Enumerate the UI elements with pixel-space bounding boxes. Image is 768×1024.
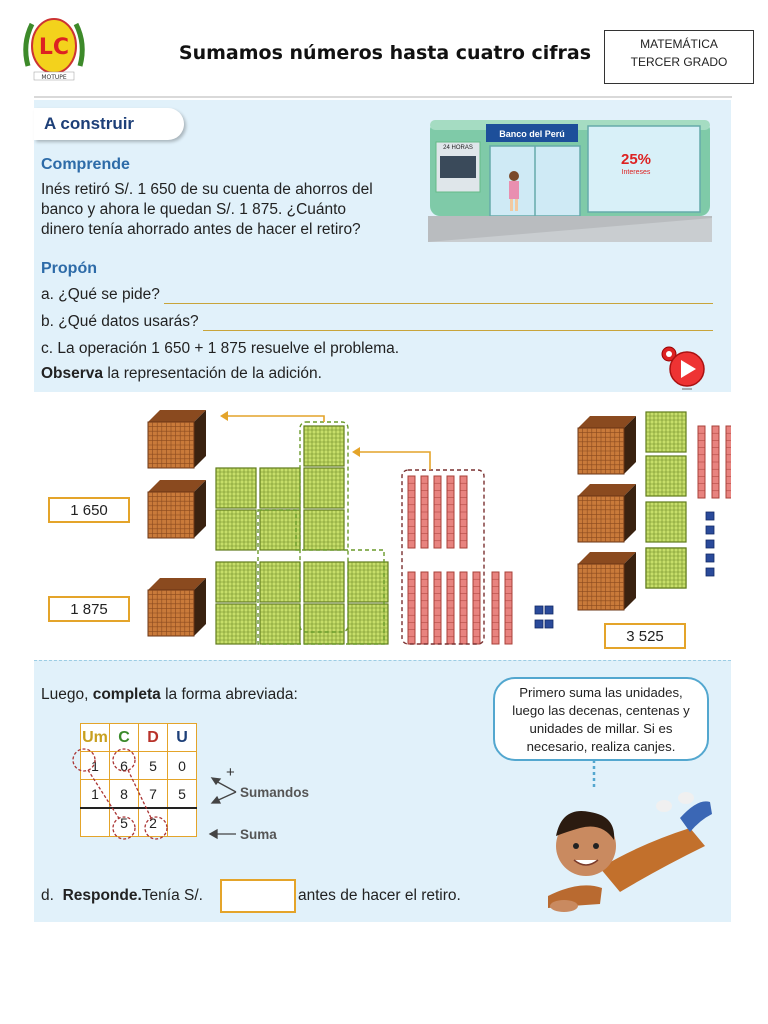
course-subject: MATEMÁTICA <box>640 37 718 51</box>
table-cell: 6 <box>110 752 139 780</box>
answer-line-a[interactable] <box>164 289 713 304</box>
table-cell: 5 <box>139 752 168 780</box>
unit-cube <box>545 620 553 628</box>
observa-line <box>41 364 322 384</box>
luego-rest: la forma abreviada: <box>160 686 298 703</box>
observa-bold: Observa <box>41 365 104 382</box>
svg-text:24 HORAS: 24 HORAS <box>443 145 473 151</box>
addend-2-box: 1 875 <box>48 596 130 622</box>
unit-cube <box>706 540 714 548</box>
header-divider <box>34 96 732 98</box>
sum-cell[interactable]: 2 <box>139 808 168 837</box>
section-tab: A construir <box>34 108 184 140</box>
table-cell: 1 <box>81 780 110 809</box>
luego-prefix: Luego, <box>41 686 93 703</box>
unit-cube <box>545 606 553 614</box>
svg-text:LC: LC <box>38 35 70 60</box>
responde-label <box>41 886 203 906</box>
page-title: Sumamos números hasta cuatro cifras <box>178 42 592 64</box>
final-answer-box[interactable] <box>220 879 296 913</box>
observa-rest: la representación de la adición. <box>103 365 322 382</box>
problem-line: Inés retiró S/. 1 650 de su cuenta de ahorros del <box>41 181 373 198</box>
header-d: D <box>139 724 168 752</box>
play-video-button[interactable] <box>660 344 708 390</box>
svg-text:MOTUPE: MOTUPE <box>41 74 67 81</box>
header-u: U <box>168 724 197 752</box>
base-ten-blocks <box>34 392 731 660</box>
question-b <box>41 313 713 331</box>
svg-text:25%: 25% <box>620 151 652 168</box>
carry-arrow-hundreds <box>224 416 324 422</box>
svg-text:+: + <box>226 764 235 781</box>
responde-suffix: antes de hacer el retiro. <box>298 887 461 904</box>
unit-cube <box>535 620 543 628</box>
answer-line-b[interactable] <box>203 316 713 331</box>
responde-prefix: d. <box>41 887 54 904</box>
unit-cube <box>706 554 714 562</box>
speech-bubble-tail <box>588 760 600 790</box>
table-cell: 0 <box>168 752 197 780</box>
question-c: c. La operación 1 650 + 1 875 resuelve el problema. <box>41 340 400 357</box>
problem-line: banco y ahora le quedan S/. 1 875. ¿Cuánto <box>41 201 347 218</box>
unit-cube <box>706 512 714 520</box>
luego-instruction <box>41 685 298 705</box>
carry-annotations <box>60 740 330 860</box>
svg-text:Intereses: Intereses <box>621 169 651 176</box>
responde-bold: Responde. <box>62 887 142 904</box>
addend-1-box: 1 650 <box>48 497 130 523</box>
section-divider <box>34 660 731 661</box>
header-c: C <box>110 724 139 752</box>
svg-text:Sumandos: Sumandos <box>240 785 310 800</box>
carry-arrow-tens <box>356 452 430 470</box>
table-cell: 5 <box>168 780 197 809</box>
bank-illustration <box>428 118 712 242</box>
school-logo <box>18 10 90 82</box>
hint-speech-bubble: Primero suma las unidades, luego las decenas, centenas y unidades de millar. Si es necesario, realiza canjes. <box>493 677 709 761</box>
svg-text:Banco del Perú: Banco del Perú <box>499 129 565 139</box>
blocks-drawing <box>34 392 731 660</box>
problem-line: dinero tenía ahorrado antes de hacer el retiro? <box>41 221 361 238</box>
svg-text:Suma: Suma <box>240 827 277 842</box>
unit-cube <box>706 568 714 576</box>
table-cell: 7 <box>139 780 168 809</box>
table-cell: 1 <box>81 752 110 780</box>
question-a-label: a. ¿Qué se pide? <box>41 286 160 303</box>
course-info-box <box>604 30 754 84</box>
course-grade: TERCER GRADO <box>630 55 728 69</box>
comprende-heading: Comprende <box>41 156 130 173</box>
luego-bold: completa <box>92 686 161 703</box>
question-b-label: b. ¿Qué datos usarás? <box>41 313 199 330</box>
unit-cube <box>535 606 543 614</box>
responde-mid: Tenía S/. <box>141 887 203 904</box>
sum-cell[interactable]: 5 <box>110 808 139 837</box>
question-a <box>41 286 713 304</box>
problem-statement <box>41 180 421 240</box>
boy-illustration <box>540 788 720 920</box>
unit-cube <box>706 526 714 534</box>
result-box: 3 525 <box>604 623 686 649</box>
propon-heading: Propón <box>41 260 97 277</box>
table-cell: 8 <box>110 780 139 809</box>
header-um: Um <box>81 724 110 752</box>
